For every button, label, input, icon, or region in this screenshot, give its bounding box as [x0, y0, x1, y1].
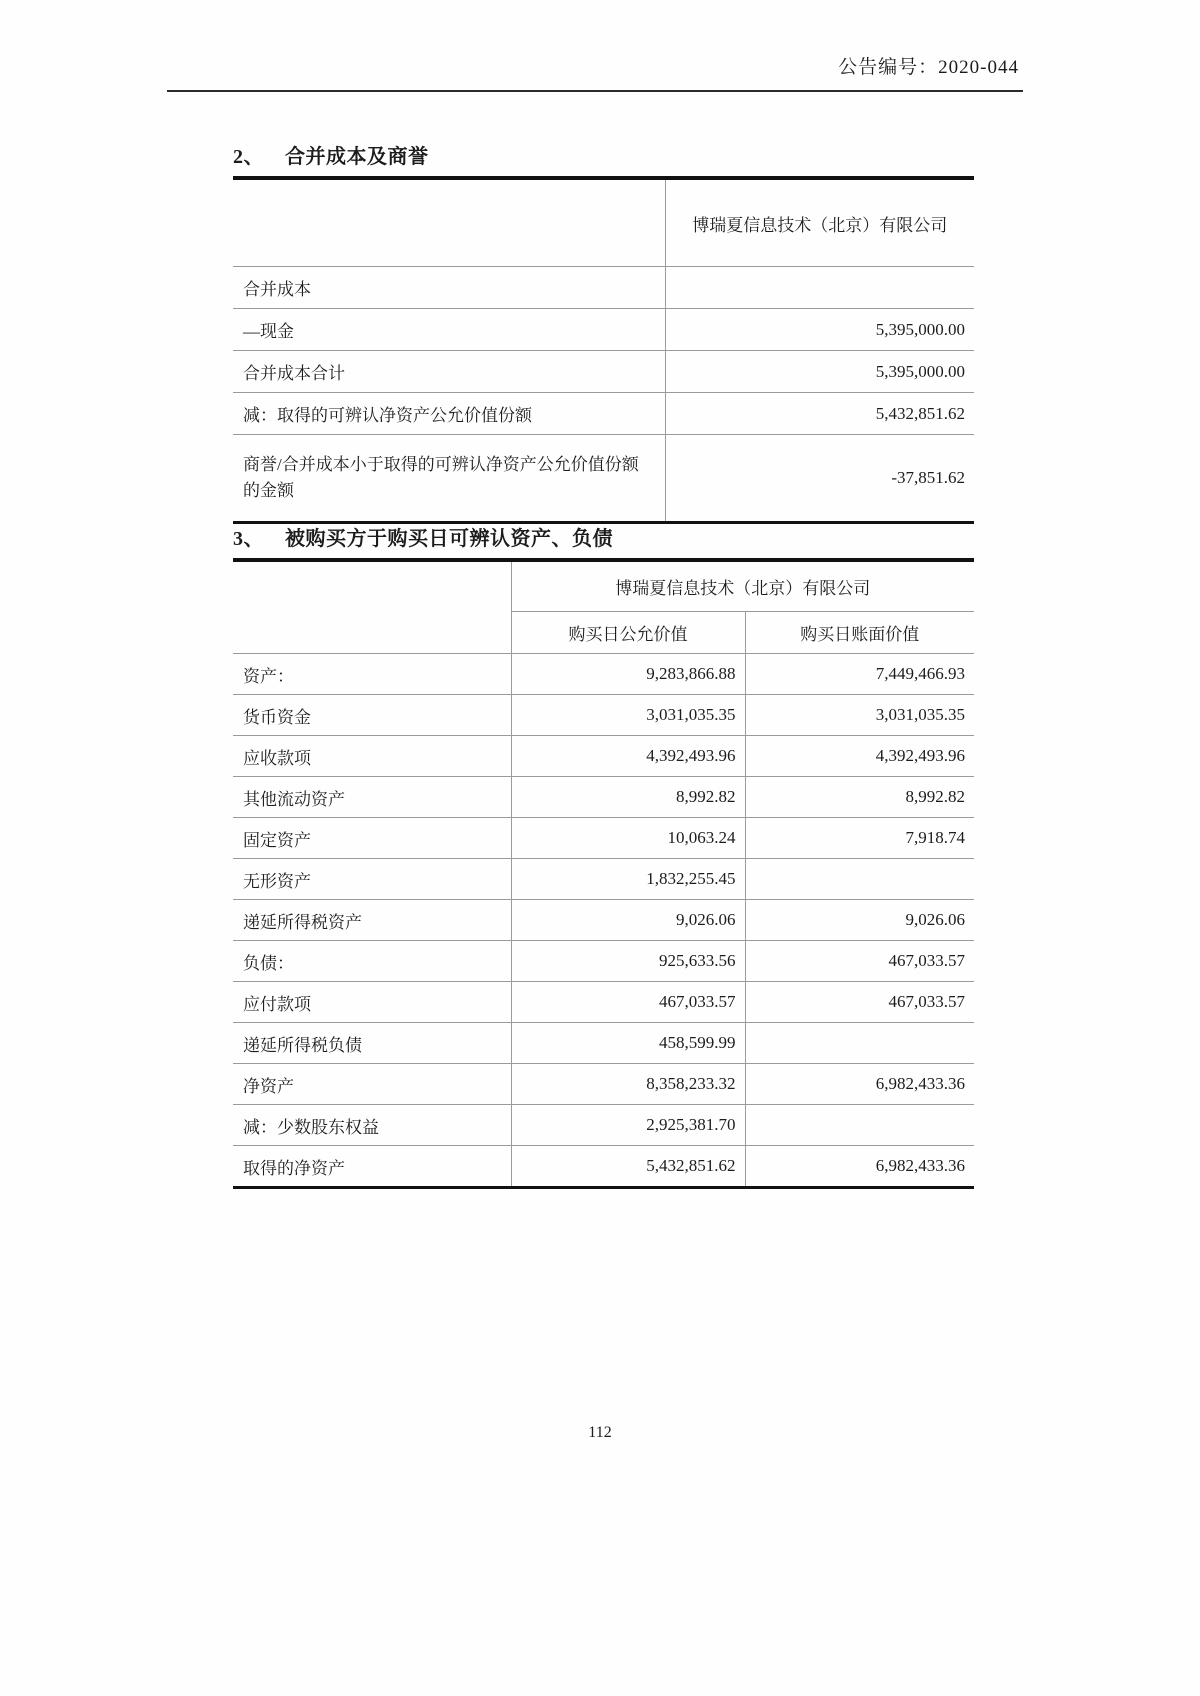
table-cell-label: —现金 — [233, 309, 665, 351]
table-cell-fair-value: 1,832,255.45 — [511, 859, 745, 900]
table-row — [233, 393, 974, 435]
table-cell-label: 合并成本合计 — [233, 351, 665, 393]
table-header-row — [233, 612, 974, 654]
section-merger-cost-goodwill — [233, 140, 974, 524]
section-3-number: 3、 — [233, 528, 264, 550]
company-header-cell: 博瑞夏信息技术（北京）有限公司 — [665, 180, 974, 267]
table-header-row — [233, 180, 974, 267]
table-cell-book-value: 9,026.06 — [745, 900, 974, 941]
table-header-empty-cell — [233, 612, 511, 654]
company-header-cell: 博瑞夏信息技术（北京）有限公司 — [511, 562, 974, 612]
table-row — [233, 695, 974, 736]
table-header-empty-cell — [233, 180, 665, 267]
table-cell-label: 其他流动资产 — [233, 777, 511, 818]
table-cell-fair-value: 10,063.24 — [511, 818, 745, 859]
table-cell-label: 取得的净资产 — [243, 1158, 345, 1178]
announcement-number-header — [167, 52, 1023, 92]
table-cell-label: 净资产 — [233, 1064, 511, 1105]
merger-cost-table — [233, 180, 974, 524]
table-cell-fair-value: 8,992.82 — [511, 777, 745, 818]
table-cell-value: 5,395,000.00 — [665, 309, 974, 351]
table-row — [233, 941, 974, 982]
table-row — [233, 1105, 974, 1146]
table-cell-fair-value: 3,031,035.35 — [511, 695, 745, 736]
table-cell-book-value: 3,031,035.35 — [745, 695, 974, 736]
table-cell-value: 5,432,851.62 — [665, 393, 974, 435]
table-cell-fair-value: 467,033.57 — [511, 982, 745, 1023]
table-row — [233, 351, 974, 393]
table-cell-book-value: 6,982,433.36 — [745, 1146, 974, 1188]
table-cell-book-value: 7,918.74 — [745, 818, 974, 859]
table-cell-label: 应收款项 — [233, 736, 511, 777]
table-cell-fair-value: 2,925,381.70 — [511, 1105, 745, 1146]
table-row — [233, 309, 974, 351]
table-row — [233, 777, 974, 818]
table-cell-value: -37,851.62 — [665, 435, 974, 523]
section-2-number: 2、 — [233, 146, 264, 168]
table-cell-label: 资产： — [233, 654, 511, 695]
section-identifiable-assets-liabilities — [233, 522, 974, 1189]
column-header-book-value: 购买日账面价值 — [745, 612, 974, 654]
table-cell-label: 固定资产 — [233, 818, 511, 859]
table-cell-fair-value: 9,026.06 — [511, 900, 745, 941]
table-row — [233, 859, 974, 900]
table-cell-label: 合并成本 — [233, 267, 665, 309]
table-cell-value: 5,395,000.00 — [665, 351, 974, 393]
table-cell-book-value: 467,033.57 — [745, 941, 974, 982]
table-cell-fair-value: 925,633.56 — [511, 941, 745, 982]
table-cell-book-value: 4,392,493.96 — [745, 736, 974, 777]
table-cell-fair-value: 458,599.99 — [511, 1023, 745, 1064]
table-row — [233, 435, 974, 523]
section-2-heading — [233, 140, 974, 180]
table-cell-label: 减：取得的可辨认净资产公允价值份额 — [233, 393, 665, 435]
table-cell-label: 递延所得税资产 — [233, 900, 511, 941]
table-cell-fair-value: 4,392,493.96 — [511, 736, 745, 777]
identifiable-assets-table — [233, 562, 974, 1189]
table-cell-fair-value: 5,432,851.62 — [511, 1146, 745, 1188]
announcement-number-label: 公告编号：2020-044 — [838, 57, 1019, 78]
table-cell-book-value — [745, 859, 974, 900]
table-row — [233, 736, 974, 777]
table-cell-book-value: 6,982,433.36 — [745, 1064, 974, 1105]
table-cell-book-value: 7,449,466.93 — [745, 654, 974, 695]
table-row — [233, 267, 974, 309]
table-row — [233, 654, 974, 695]
section-2-title: 合并成本及商誉 — [285, 146, 429, 168]
table-cell-label: 无形资产 — [233, 859, 511, 900]
table-row — [233, 982, 974, 1023]
table-cell-value — [665, 267, 974, 309]
table-cell-label: 减：少数股东权益 — [233, 1105, 511, 1146]
table-cell-label: 商誉/合并成本小于取得的可辨认净资产公允价值份额的金额 — [243, 454, 639, 500]
section-3-title: 被购买方于购买日可辨认资产、负债 — [285, 528, 613, 550]
table-cell-label: 递延所得税负债 — [233, 1023, 511, 1064]
table-row — [233, 1023, 974, 1064]
table-header-empty-cell — [233, 562, 511, 612]
table-cell-label: 负债： — [233, 941, 511, 982]
table-header-row — [233, 562, 974, 612]
table-cell-fair-value: 9,283,866.88 — [511, 654, 745, 695]
table-cell-book-value — [745, 1105, 974, 1146]
column-header-fair-value: 购买日公允价值 — [511, 612, 745, 654]
table-cell-label: 货币资金 — [233, 695, 511, 736]
table-cell-book-value — [745, 1023, 974, 1064]
table-cell-book-value: 467,033.57 — [745, 982, 974, 1023]
table-row — [233, 818, 974, 859]
table-row — [233, 900, 974, 941]
table-row — [233, 1146, 974, 1188]
table-cell-book-value: 8,992.82 — [745, 777, 974, 818]
section-3-heading — [233, 522, 974, 562]
page-number: 112 — [588, 1424, 612, 1441]
table-cell-fair-value: 8,358,233.32 — [511, 1064, 745, 1105]
table-row — [233, 1064, 974, 1105]
table-cell-label: 应付款项 — [233, 982, 511, 1023]
